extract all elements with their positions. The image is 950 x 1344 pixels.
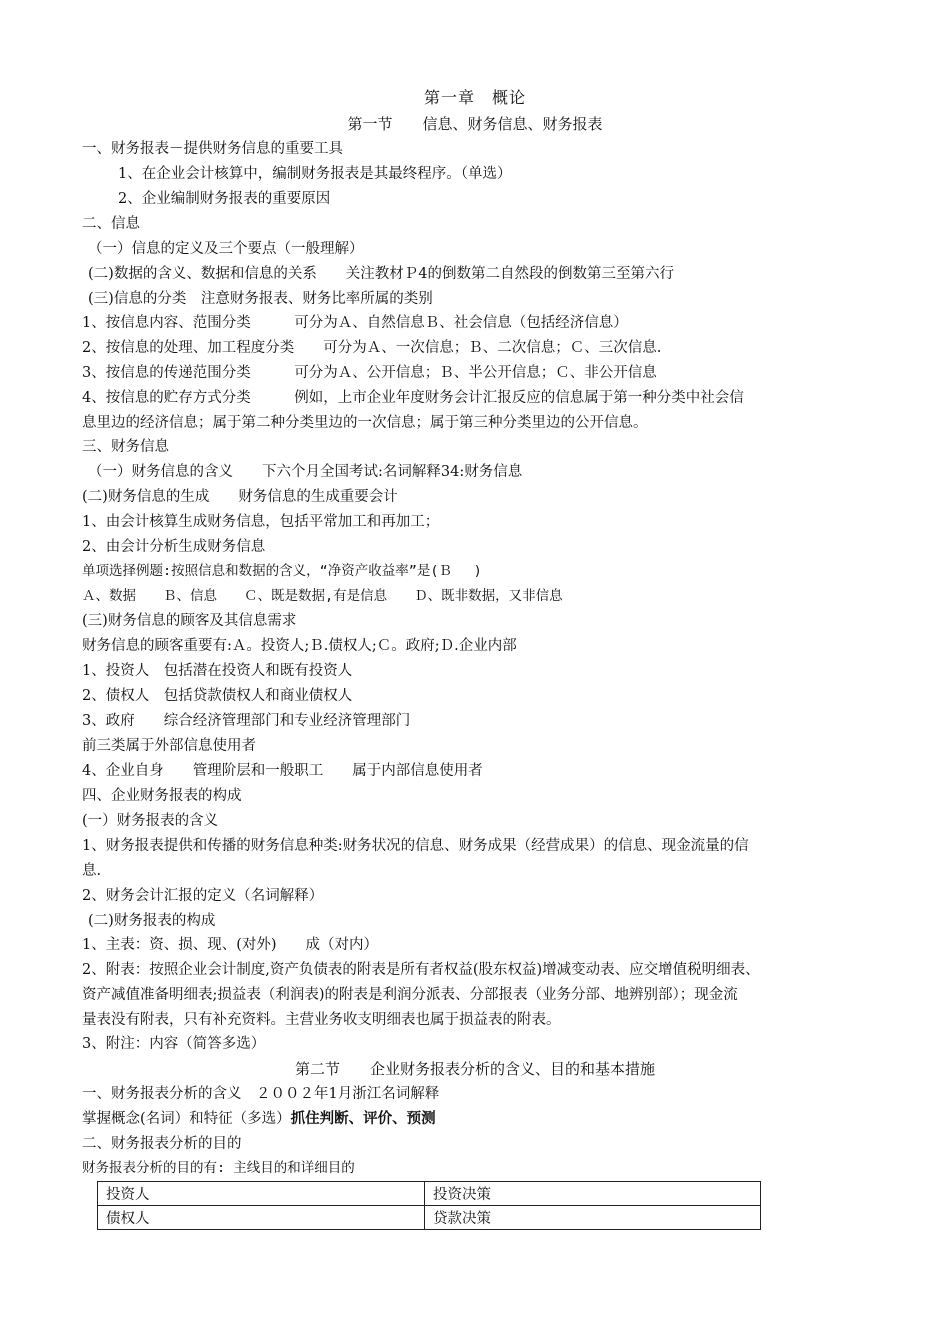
table-cell: 投资人 <box>98 1182 425 1206</box>
paragraph-line: 息. <box>82 863 102 879</box>
paragraph-line: 1、在企业会计核算中，编制财务报表是其最终程序。（单选） <box>118 166 512 182</box>
paragraph-line: 3、政府 综合经济管理部门和专业经济管理部门 <box>82 713 411 729</box>
paragraph-line: 2、按信息的处理、加工程度分类 可分为Ａ、一次信息；Ｂ、二次信息；Ｃ、三次信息. <box>82 340 662 356</box>
table-cell: 债权人 <box>98 1206 425 1230</box>
paragraph-line: 前三类属于外部信息使用者 <box>82 738 256 754</box>
paragraph-line: 一、财务报表分析的含义 ２００２年1月浙江名词解释 <box>82 1086 440 1102</box>
chapter-title: 第一章 概论 <box>423 88 526 107</box>
paragraph-line: (二)数据的含义、数据和信息的关系 关注教材Ｐ4的倒数第二自然段的倒数第三至第六行 <box>88 266 675 282</box>
heading-2: 二、信息 <box>82 216 140 232</box>
heading-1: 一、财务报表－提供财务信息的重要工具 <box>82 141 343 157</box>
paragraph-line: 2、附表：按照企业会计制度,资产负债表的附表是所有者权益(股东权益)增减变动表、应交增值税明细表、 <box>82 962 760 978</box>
paragraph-line: 财务报表分析的目的有: 主线目的和详细目的 <box>82 1160 355 1176</box>
paragraph-line: 1、财务报表提供和传播的财务信息种类:财务状况的信息、财务成果（经营成果）的信息、现金流量的信 <box>82 838 749 854</box>
section-1-title: 第一节 信息、财务信息、财务报表 <box>347 115 603 133</box>
paragraph-line: 2、企业编制财务报表的重要原因 <box>118 191 331 207</box>
paragraph-line: 息里边的经济信息；属于第二种分类里边的一次信息；属于第三种分类里边的公开信息。 <box>82 415 648 431</box>
paragraph-line: 3、按信息的传递范围分类 可分为Ａ、公开信息；Ｂ、半公开信息；Ｃ、非公开信息 <box>82 365 657 381</box>
analysis-goals-table <box>97 1181 761 1230</box>
paragraph-line: (二)财务报表的构成 <box>88 913 216 929</box>
paragraph-line: 1、主表：资、损、现、(对外) 成（对内） <box>82 937 379 953</box>
paragraph-line: 2、由会计分析生成财务信息 <box>82 539 266 555</box>
example-options: Ａ、数据 Ｂ、信息 Ｃ、既是数据,有是信息 Ｄ、既非数据，又非信息 <box>82 588 563 604</box>
table-row <box>98 1206 761 1230</box>
paragraph-line: 财务信息的顾客重要有:Ａ。投资人;Ｂ.债权人;Ｃ。政府;Ｄ.企业内部 <box>82 638 517 654</box>
section-2-title: 第二节 企业财务报表分析的含义、目的和基本措施 <box>294 1060 655 1078</box>
paragraph-line: 量表没有附表，只有补充资料。主营业务收支明细表也属于损益表的附表。 <box>82 1012 561 1028</box>
heading-4: 四、企业财务报表的构成 <box>82 788 242 804</box>
table-cell: 投资决策 <box>425 1182 761 1206</box>
paragraph-line: (二)财务信息的生成 财务信息的生成重要会计 <box>82 489 398 505</box>
paragraph-line: (三)信息的分类 注意财务报表、财务比率所属的类别 <box>88 291 433 307</box>
paragraph-line: (一）财务报表的含义 <box>82 813 219 829</box>
table-row <box>98 1182 761 1206</box>
paragraph-line: 1、由会计核算生成财务信息，包括平常加工和再加工； <box>82 514 440 530</box>
paragraph-line: (三)财务信息的顾客及其信息需求 <box>82 613 297 629</box>
example-question: 单项选择例题:按照信息和数据的含义，“净资产收益率”是(Ｂ ) <box>82 563 482 579</box>
paragraph-line: （一）信息的定义及三个要点（一般理解） <box>88 241 364 257</box>
paragraph-line: （一）财务信息的含义 下六个月全国考试:名词解释34:财务信息 <box>88 464 523 480</box>
paragraph-line: 资产减值准备明细表;损益表（利润表)的附表是利润分派表、分部报表（业务分部、地辨别部）；现金流 <box>82 987 738 1003</box>
concept-text: 掌握概念(名词）和特征（多选） <box>82 1111 291 1127</box>
paragraph-line: 2、债权人 包括贷款债权人和商业债权人 <box>82 688 353 704</box>
paragraph-line: 3、附注：内容（简答多选） <box>82 1036 266 1052</box>
paragraph-line: 1、按信息内容、范围分类 可分为Ａ、自然信息Ｂ、社会信息（包括经济信息） <box>82 315 628 331</box>
paragraph-line: 2、财务会计汇报的定义（名词解释） <box>82 888 324 904</box>
heading-3: 三、财务信息 <box>82 439 169 455</box>
paragraph-line: 1、投资人 包括潜在投资人和既有投资人 <box>82 663 353 679</box>
heading-2-sub: 二、财务报表分析的目的 <box>82 1136 242 1152</box>
table-cell: 贷款决策 <box>425 1206 761 1230</box>
concept-bold-text: 抓住判断、评价、预测 <box>290 1110 436 1127</box>
paragraph-line: 4、按信息的贮存方式分类 例如，上市企业年度财务会计汇报反应的信息属于第一种分类中社会信 <box>82 390 744 406</box>
paragraph-line <box>82 1109 872 1129</box>
paragraph-line: 4、企业自身 管理阶层和一般职工 属于内部信息使用者 <box>82 763 483 779</box>
